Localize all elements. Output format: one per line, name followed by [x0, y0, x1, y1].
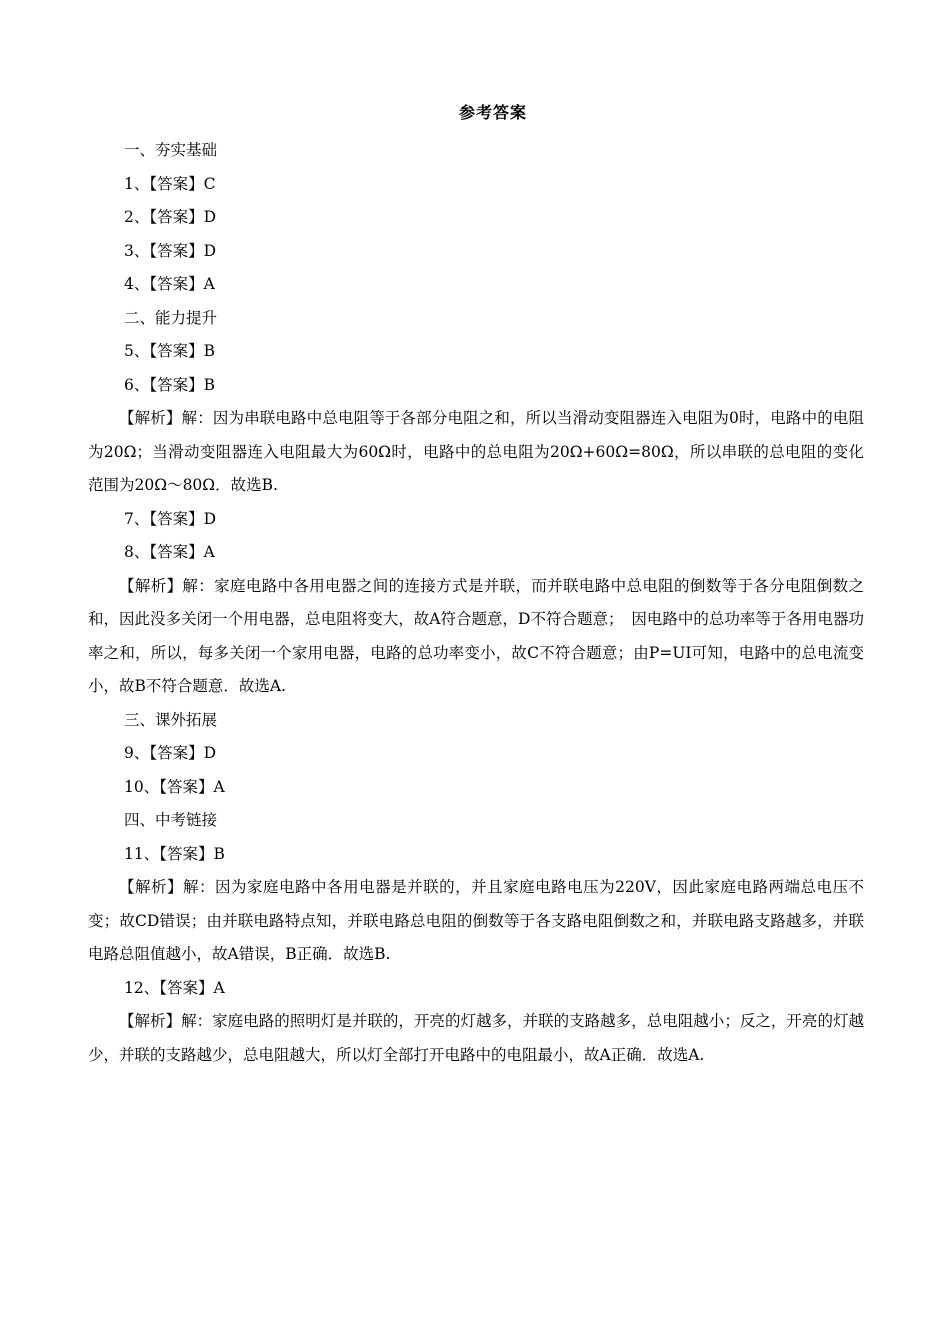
analysis-paragraph: 【解析】解：家庭电路的照明灯是并联的，开亮的灯越多，并联的支路越多，总电阻越小；反之，开亮的灯越少，并联的支路越少，总电阻越大，所以灯全部打开电路中的电阻最小，故A正确．故选A.: [88, 1012, 864, 1064]
section-heading: 四、中考链接: [124, 811, 218, 829]
answer-line: 8、【答案】A: [124, 543, 215, 561]
answer-line: 9、【答案】D: [124, 744, 217, 762]
section-heading: 三、课外拓展: [124, 710, 218, 729]
answer-line: 11、【答案】B: [124, 844, 225, 863]
section-heading: 一、夯实基础: [124, 141, 218, 159]
answer-line: 5、【答案】B: [124, 342, 216, 360]
answer-line: 2、【答案】D: [124, 208, 217, 226]
answer-line: 4、【答案】A: [124, 275, 215, 293]
analysis-paragraph: 【解析】解：家庭电路中各用电器之间的连接方式是并联，而并联电路中总电阻的倒数等于各分电阻倒数之和，因此没多关闭一个用电器，总电阻将变大，故A符合题意，D不符合题意； 因电路中的总功率等于各用电器功率之和，所以，每多关闭一个家用电器，电路的总功率变小，故C不符合题意；由P=UI可知，电路中的总电流变小，故B不符合题意．故选A.: [88, 576, 864, 695]
answer-line: 7、【答案】D: [124, 509, 217, 528]
answer-line: 6、【答案】B: [124, 375, 216, 394]
section-heading: 二、能力提升: [124, 308, 218, 327]
analysis-paragraph: 【解析】解：因为家庭电路中各用电器是并联的，并且家庭电路电压为220V，因此家庭电路两端总电压不变；故CD错误；由并联电路特点知，并联电路总电阻的倒数等于各支路电阻倒数之和，并联电路支路越多，并联电路总阻值越小，故A错误，B正确．故选B.: [88, 878, 864, 963]
document-title: 参考答案: [458, 103, 527, 122]
answer-line: 3、【答案】D: [124, 241, 217, 260]
document-body: [88, 134, 864, 1072]
answer-line: 1、【答案】C: [124, 174, 216, 193]
analysis-paragraph: 【解析】解：因为串联电路中总电阻等于各部分电阻之和，所以当滑动变阻器连入电阻为0时，电路中的电阻为20Ω；当滑动变阻器连入电阻最大为60Ω时，电路中的总电阻为20Ω+60Ω=80Ω，所以串联的总电阻的变化范围为20Ω～80Ω．故选B.: [88, 409, 864, 494]
answer-line: 10、【答案】A: [124, 777, 225, 796]
answer-line: 12、【答案】A: [124, 978, 225, 997]
